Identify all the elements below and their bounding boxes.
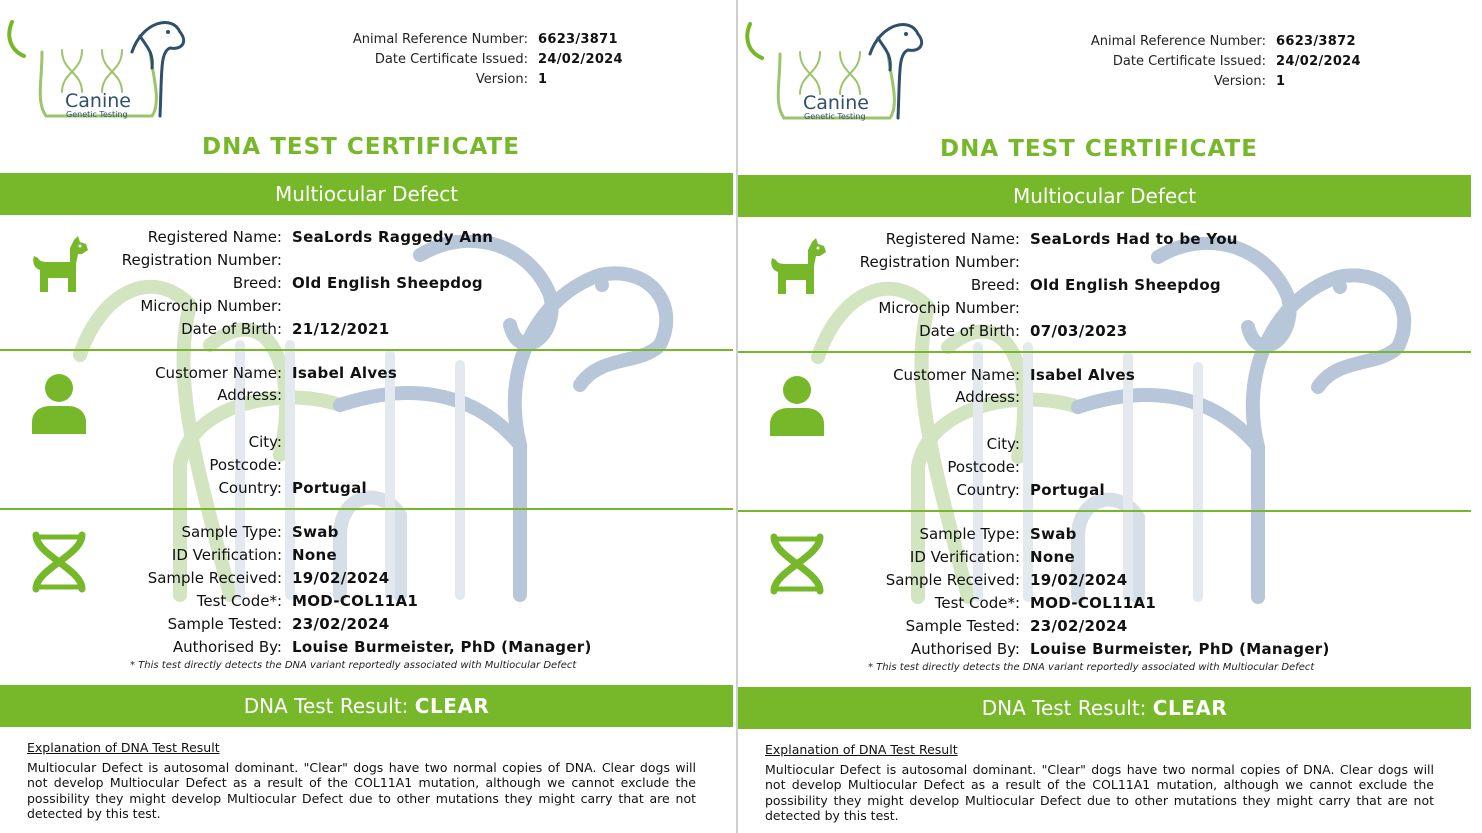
canine-genetic-testing-logo: [2, 12, 192, 122]
date-of-birth-value: 21/12/2021: [292, 319, 390, 338]
result-value: CLEAR: [1152, 696, 1228, 720]
pet-details: [0, 225, 733, 340]
registered-name-value: SeaLords Had to be You: [1030, 229, 1238, 248]
logo-brand-text: Canine: [65, 90, 131, 112]
result-label: DNA Test Result:: [981, 696, 1147, 720]
certificate-left: [0, 0, 736, 833]
authorised-by-value: Louise Burmeister, PhD (Manager): [292, 637, 592, 656]
logo-brand-text: Canine: [803, 92, 869, 114]
date-of-birth-label: Date of Birth:: [181, 319, 282, 338]
city-label: City:: [986, 434, 1020, 453]
certificate-title: DNA TEST CERTIFICATE: [202, 134, 520, 160]
explanation-heading: Explanation of DNA Test Result: [765, 742, 958, 757]
sample-tested-label: Sample Tested:: [905, 616, 1020, 635]
canine-genetic-testing-logo: [740, 14, 930, 124]
version-label: Version:: [475, 72, 528, 87]
sample-details: [738, 522, 1471, 660]
sample-received-label: Sample Received:: [885, 570, 1020, 589]
registered-name-label: Registered Name:: [147, 227, 282, 246]
sample-type-label: Sample Type:: [919, 524, 1020, 543]
explanation-body: Multiocular Defect is autosomal dominant. "Clear" dogs have two normal copies of DNA. Clear dogs will not develop Multiocular Defect as a result of the COL11A1 mutation, although we cannot exclude the possibility they might develop Multiocular Defect due to other mutations they might carry that are not detected by this test.: [765, 761, 1434, 823]
logo-tagline-text: Genetic Testing: [66, 110, 128, 119]
logo-tagline-text: Genetic Testing: [804, 112, 866, 121]
issue-date-value: 24/02/2024: [538, 52, 623, 67]
breed-label: Breed:: [970, 275, 1020, 294]
registration-number-label: Registration Number:: [121, 250, 282, 269]
certificate-meta: [290, 30, 670, 90]
reference-value: 6623/3872: [1276, 34, 1356, 49]
test-footnote: * This test directly detects the DNA variant reportedly associated with Multiocular Defect: [868, 662, 1315, 673]
version-label: Version:: [1213, 74, 1266, 89]
authorised-by-value: Louise Burmeister, PhD (Manager): [1030, 639, 1330, 658]
sample-received-value: 19/02/2024: [292, 568, 390, 587]
microchip-label: Microchip Number:: [140, 296, 282, 315]
section-divider: [0, 508, 733, 510]
reference-label: Animal Reference Number:: [352, 32, 528, 47]
certificate-right: [736, 0, 1482, 833]
sample-type-label: Sample Type:: [181, 522, 282, 541]
postcode-label: Postcode:: [209, 455, 282, 474]
country-value: Portugal: [292, 478, 367, 497]
id-verification-label: ID Verification:: [909, 547, 1020, 566]
issue-date-value: 24/02/2024: [1276, 54, 1361, 69]
breed-label: Breed:: [232, 273, 282, 292]
sample-type-value: Swab: [292, 522, 339, 541]
certificate-meta: [1028, 32, 1408, 92]
result-explanation: [27, 740, 696, 822]
sample-received-label: Sample Received:: [147, 568, 282, 587]
result-label: DNA Test Result:: [243, 694, 409, 718]
sample-received-value: 19/02/2024: [1030, 570, 1128, 589]
explanation-body: Multiocular Defect is autosomal dominant. "Clear" dogs have two normal copies of DNA. Clear dogs will not develop Multiocular Defect as a result of the COL11A1 mutation, although we cannot exclude the possibility they might develop Multiocular Defect due to other mutations they might carry that are not detected by this test.: [27, 759, 696, 821]
condition-banner: Multiocular Defect: [738, 175, 1471, 217]
certificate-title: DNA TEST CERTIFICATE: [940, 136, 1258, 162]
condition-banner: Multiocular Defect: [0, 173, 733, 215]
issue-date-label: Date Certificate Issued:: [374, 52, 528, 67]
reference-value: 6623/3871: [538, 32, 618, 47]
test-code-value: MOD-COL11A1: [1030, 593, 1157, 612]
address-label: Address:: [217, 386, 282, 404]
city-label: City:: [248, 432, 282, 451]
sample-tested-value: 23/02/2024: [292, 614, 390, 633]
reference-label: Animal Reference Number:: [1090, 34, 1266, 49]
registration-number-label: Registration Number:: [859, 252, 1020, 271]
result-banner: [738, 687, 1471, 729]
date-of-birth-label: Date of Birth:: [919, 321, 1020, 340]
customer-name-label: Customer Name:: [155, 363, 282, 382]
id-verification-label: ID Verification:: [171, 545, 282, 564]
authorised-by-label: Authorised By:: [172, 637, 282, 656]
id-verification-value: None: [292, 545, 337, 564]
pet-details: [738, 227, 1471, 342]
date-of-birth-value: 07/03/2023: [1030, 321, 1128, 340]
breed-value: Old English Sheepdog: [292, 273, 483, 292]
result-banner: [0, 685, 733, 727]
customer-name-value: Isabel Alves: [292, 363, 398, 382]
registered-name-value: SeaLords Raggedy Ann: [292, 227, 494, 246]
test-code-label: Test Code*:: [196, 591, 282, 610]
country-value: Portugal: [1030, 480, 1105, 499]
sample-details: [0, 520, 733, 658]
microchip-label: Microchip Number:: [878, 298, 1020, 317]
country-label: Country:: [218, 478, 282, 497]
result-value: CLEAR: [414, 694, 490, 718]
test-code-label: Test Code*:: [934, 593, 1020, 612]
customer-details: [738, 363, 1471, 501]
id-verification-value: None: [1030, 547, 1075, 566]
section-divider: [738, 351, 1471, 353]
authorised-by-label: Authorised By:: [910, 639, 1020, 658]
sample-tested-value: 23/02/2024: [1030, 616, 1128, 635]
test-code-value: MOD-COL11A1: [292, 591, 419, 610]
result-explanation: [765, 742, 1434, 824]
section-divider: [0, 349, 733, 351]
version-value: 1: [1276, 74, 1286, 89]
address-label: Address:: [955, 388, 1020, 406]
test-footnote: * This test directly detects the DNA variant reportedly associated with Multiocular Defect: [130, 660, 577, 671]
version-value: 1: [538, 72, 548, 87]
breed-value: Old English Sheepdog: [1030, 275, 1221, 294]
section-divider: [738, 510, 1471, 512]
sample-type-value: Swab: [1030, 524, 1077, 543]
postcode-label: Postcode:: [947, 457, 1020, 476]
sample-tested-label: Sample Tested:: [167, 614, 282, 633]
customer-name-label: Customer Name:: [893, 365, 1020, 384]
country-label: Country:: [956, 480, 1020, 499]
customer-details: [0, 361, 733, 499]
customer-name-value: Isabel Alves: [1030, 365, 1136, 384]
explanation-heading: Explanation of DNA Test Result: [27, 740, 220, 755]
issue-date-label: Date Certificate Issued:: [1112, 54, 1266, 69]
registered-name-label: Registered Name:: [885, 229, 1020, 248]
